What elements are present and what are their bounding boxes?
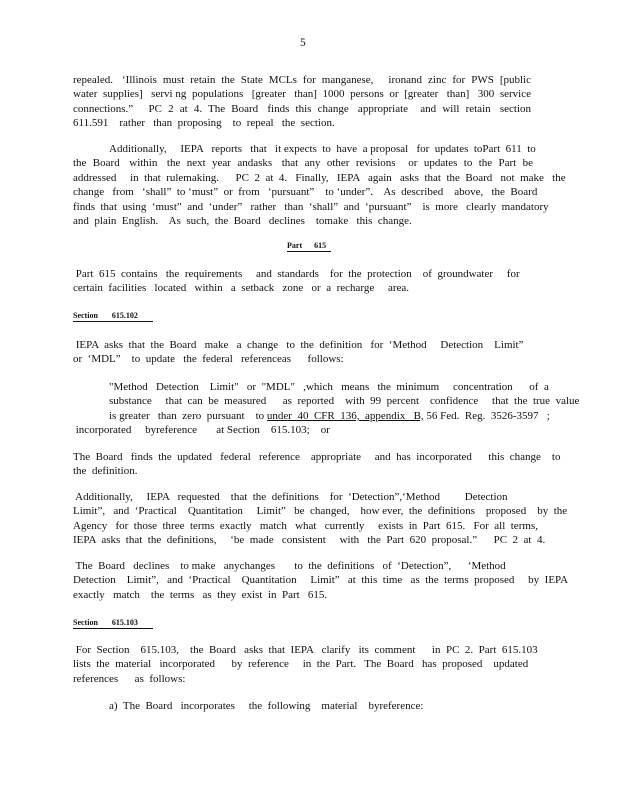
text-line: certain facilities located within a setback zone or a recharge area. [73,282,410,295]
text-line: substance that can be measured as reported with 99 percent confidence that the true value [109,395,580,408]
paragraph-2 [73,142,566,228]
heading-underline [73,628,153,629]
text-line: references as follows: [73,672,186,685]
page-number: 5 [300,37,306,49]
text-line: lists the material incorporated by reference in the Part. The Board has proposed updated [73,658,529,671]
text-line: exactly match the terms as they exist in Part 615. [73,588,328,601]
paragraph-1 [73,73,531,131]
text-line: IEPA asks that the definitions, ‘be made consistent with the Part 620 proposal.” PC 2 at 4. [73,534,546,547]
text-line: "Method Detection Limit" or "MDL" ,which means the minimum concentration of a [109,381,549,393]
section-heading-615-102: Section 615.102 [73,310,138,321]
text-line: For Section 615.103, the Board asks that IEPA clarify its comment in PC 2. Part 615.103 [73,644,538,656]
paragraph-4 [73,338,524,367]
heading-underline [287,251,331,252]
text-line: and plain English. As such, the Board declines tomake this change. [73,215,412,228]
text-line: Agency for those three terms exactly match what currently exists in Part 615. For all terms, [73,519,538,532]
paragraph-3 [73,267,520,296]
text-line: addressed in that rulemaking. PC 2 at 4. Finally, IEPA again asks that the Board not make the [73,171,566,184]
text-line: incorporated byreference at Section 615.103; or [73,424,330,437]
text-line: change from ‘shall” to ‘must” or from ‘pursuant” to ‘under”. As described above, the Board [73,186,538,199]
paragraph-8 [73,643,538,686]
text-line: The Board declines to make anychanges to the definitions of ‘Detection”, ‘Method [73,560,506,572]
text-line: water supplies] servi ng populations [greater than] 1000 persons or [greater than] 300 service [73,88,531,101]
text-line: Part 615 contains the requirements and standards for the protection of groundwater for [73,268,520,280]
text-line: The Board finds the updated federal reference appropriate and has incorporated this change to [73,451,561,463]
text-line: is greater than zero pursuant to under 40 CFR 136, appendix B, 56 Fed. Reg. 3526-3597 ; [109,409,550,422]
text-line: the definition. [73,465,138,478]
text-line: repealed. ‘Illinois must retain the State MCLs for manganese, ironand zinc for PWS [public [73,74,531,86]
text-line: Additionally, IEPA reports that it expects to have a proposal for updates toPart 611 to [109,143,536,155]
text-line: 611.591 rather than proposing to repeal the section. [73,117,335,130]
underlined-citation: under 40 CFR 136, appendix B, [266,409,424,422]
section-heading-part: Part 615 [287,240,326,251]
text-line: the Board within the next year andasks that any other revisions or updates to the Part be [73,157,533,170]
list-item [109,699,423,713]
text-line: finds that using ‘must” and ‘under” rather than ‘shall” and ‘pursuant” is more clearly mandatory [73,200,549,213]
paragraph-7 [73,559,569,602]
text-line: Additionally, IEPA requested that the definitions for ‘Detection”,‘Method Detection [73,491,508,503]
text-line: Limit”, and ‘Practical Quantitation Limit” be changed, how ever, the definitions proposed by the [73,505,568,518]
section-heading-615-103: Section 615.103 [73,617,138,628]
definition-quote [73,380,580,438]
text-line: a) The Board incorporates the following material byreference: [109,700,424,712]
text-line: or ‘MDL” to update the federal referenceas follows: [73,353,344,366]
text-line: connections.” PC 2 at 4. The Board finds this change appropriate and will retain section [73,102,531,115]
text-line: IEPA asks that the Board make a change to the definition for ‘Method Detection Limit” [73,339,524,351]
text-line: Detection Limit”, and ‘Practical Quantitation Limit” at this time as the terms proposed by IEPA [73,574,569,587]
heading-underline [73,321,153,322]
paragraph-6 [73,490,568,548]
paragraph-5 [73,450,561,479]
